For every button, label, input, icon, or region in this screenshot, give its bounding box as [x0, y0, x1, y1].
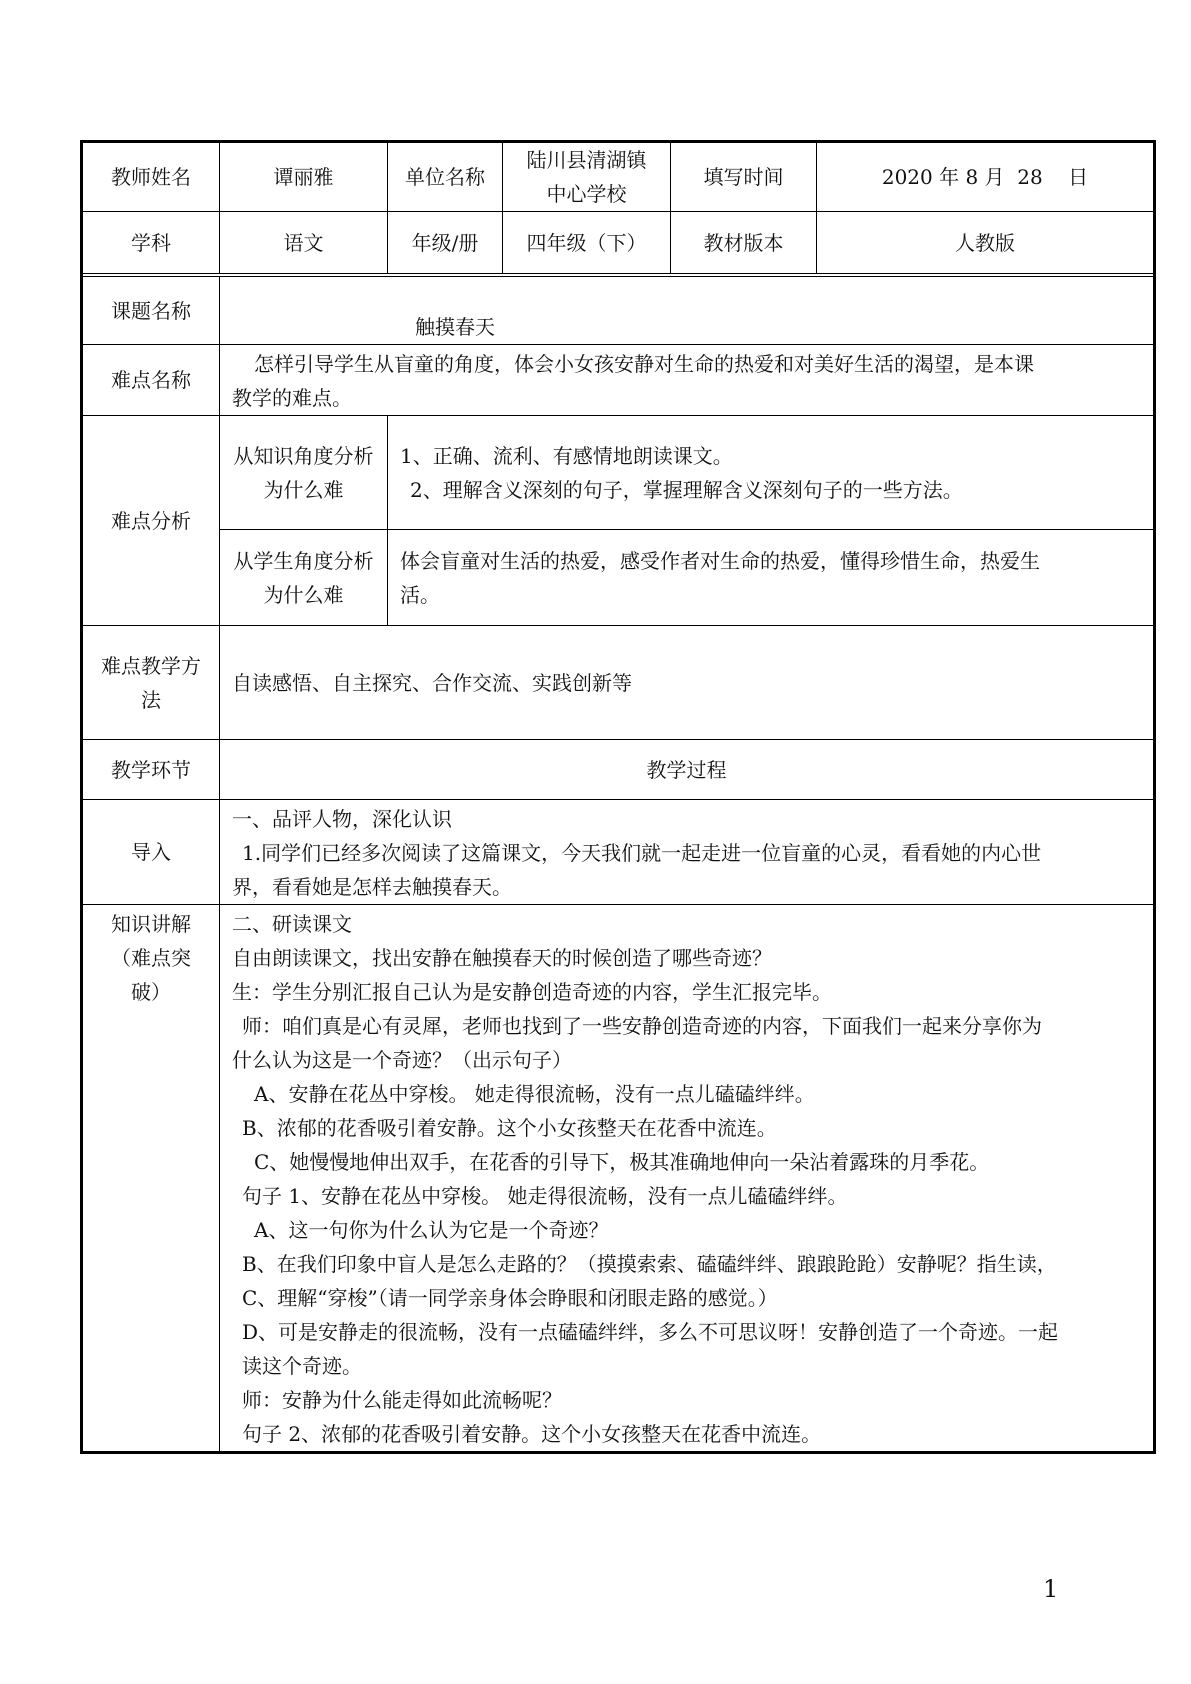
difficulty-line-1: 怎样引导学生从盲童的角度，体会小女孩安静对生命的热爱和对美好生活的渴望，是本课	[254, 352, 1034, 376]
body-line-2: 自由朗读课文，找出安静在触摸春天的时候创造了哪些奇迹？	[232, 946, 772, 970]
edition-value: 人教版	[817, 212, 1155, 274]
lesson-title-cell	[220, 277, 1155, 345]
difficulty-name-label: 难点名称	[82, 345, 220, 416]
unit-name-line-1: 陆川县清湖镇	[526, 148, 647, 172]
lesson-plan-table	[80, 140, 1156, 1454]
page-number: 1	[1043, 1575, 1059, 1603]
intro-content	[220, 800, 1155, 905]
body-line-11: B、在我们印象中盲人是怎么走路的？（摸摸索索、磕磕绊绊、踉踉跄跄）安静呢？指生读，	[242, 1252, 1057, 1276]
grade-value: 四年级（下）	[503, 212, 671, 274]
subject-value: 语文	[220, 212, 388, 274]
teaching-method-label	[82, 626, 220, 740]
body-line-16: 句子 2、浓郁的花香吸引着安静。这个小女孩整天在花香中流连。	[242, 1422, 822, 1446]
fill-date-value: 2020 年 8 月 28 日	[817, 142, 1155, 212]
teaching-method-label-line-1: 难点教学方	[101, 653, 201, 678]
knowledge-section-label-line-3: 破）	[131, 980, 171, 1004]
body-line-5: 什么认为这是一个奇迹？（出示句子）	[232, 1048, 572, 1072]
student-angle-label-line-1: 从学生角度分析	[233, 548, 374, 573]
lesson-plan-sheet	[80, 140, 1153, 1454]
unit-name-label: 单位名称	[388, 142, 503, 212]
knowledge-angle-label-line-1: 从知识角度分析	[233, 443, 374, 468]
body-line-15: 师：安静为什么能走得如此流畅呢？	[242, 1388, 562, 1412]
difficulty-analysis-label: 难点分析	[82, 416, 220, 626]
knowledge-angle-value	[388, 416, 1155, 530]
teaching-method-label-line-2: 法	[141, 687, 161, 712]
unit-name-value	[503, 142, 671, 212]
body-line-9: 句子 1、安静在花丛中穿梭。 她走得很流畅，没有一点儿磕磕绊绊。	[242, 1184, 848, 1208]
knowledge-line-1: 1、正确、流利、有感情地朗读课文。	[400, 443, 733, 468]
knowledge-line-2: 2、理解含义深刻的句子，掌握理解含义深刻句子的一些方法。	[410, 477, 963, 502]
student-angle-label-line-2: 为什么难	[263, 582, 344, 607]
lesson-title-value: 触摸春天	[415, 315, 495, 339]
difficulty-name-value	[220, 345, 1155, 416]
intro-label: 导入	[82, 800, 220, 905]
student-line-1: 体会盲童对生活的热爱，感受作者对生命的热爱，懂得珍惜生命，热爱生	[400, 549, 1040, 573]
student-line-2: 活。	[400, 583, 440, 607]
body-line-8: C、她慢慢地伸出双手，在花香的引导下，极其准确地伸向一朵沾着露珠的月季花。	[254, 1150, 990, 1174]
intro-line-2: 1.同学们已经多次阅读了这篇课文，今天我们就一起走进一位盲童的心灵，看看她的内心世	[242, 841, 1042, 865]
lesson-title-label: 课题名称	[82, 277, 220, 345]
student-angle-label	[220, 530, 388, 626]
body-line-1: 二、研读课文	[232, 912, 352, 936]
edition-label: 教材版本	[671, 212, 817, 274]
difficulty-line-2: 教学的难点。	[232, 386, 352, 410]
grade-label: 年级/册	[388, 212, 503, 274]
knowledge-angle-label	[220, 416, 388, 530]
knowledge-section-label	[82, 905, 220, 1453]
teaching-process-label: 教学过程	[220, 740, 1155, 800]
body-line-10: A、这一句你为什么认为它是一个奇迹？	[254, 1218, 609, 1242]
body-line-6: A、安静在花丛中穿梭。 她走得很流畅，没有一点儿磕磕绊绊。	[254, 1082, 815, 1106]
teacher-name-label: 教师姓名	[82, 142, 220, 212]
intro-line-1: 一、品评人物，深化认识	[232, 807, 452, 831]
body-line-4: 师：咱们真是心有灵犀，老师也找到了一些安静创造奇迹的内容，下面我们一起来分享你为	[242, 1014, 1042, 1038]
body-line-7: B、浓郁的花香吸引着安静。这个小女孩整天在花香中流连。	[242, 1116, 777, 1140]
intro-line-3: 界，看看她是怎样去触摸春天。	[232, 875, 512, 899]
subject-label: 学科	[82, 212, 220, 274]
body-line-14: 读这个奇迹。	[242, 1354, 362, 1378]
teacher-name-value: 谭丽雅	[220, 142, 388, 212]
body-line-3: 生：学生分别汇报自己认为是安静创造奇迹的内容，学生汇报完毕。	[232, 980, 832, 1004]
knowledge-section-content	[220, 905, 1155, 1453]
fill-date-label: 填写时间	[671, 142, 817, 212]
student-angle-value	[388, 530, 1155, 626]
knowledge-angle-label-line-2: 为什么难	[263, 477, 344, 502]
body-line-12: C、理解“穿梭”（请一同学亲身体会睁眼和闭眼走路的感觉。）	[242, 1286, 778, 1310]
unit-name-line-2: 中心学校	[546, 182, 627, 206]
body-line-13: D、可是安静走的很流畅，没有一点磕磕绊绊，多么不可思议呀！安静创造了一个奇迹。一起	[242, 1320, 1059, 1344]
knowledge-section-label-line-2: （难点突	[111, 946, 191, 970]
knowledge-section-label-line-1: 知识讲解	[111, 912, 191, 936]
teaching-method-value: 自读感悟、自主探究、合作交流、实践创新等	[220, 626, 1155, 740]
teaching-stage-label: 教学环节	[82, 740, 220, 800]
